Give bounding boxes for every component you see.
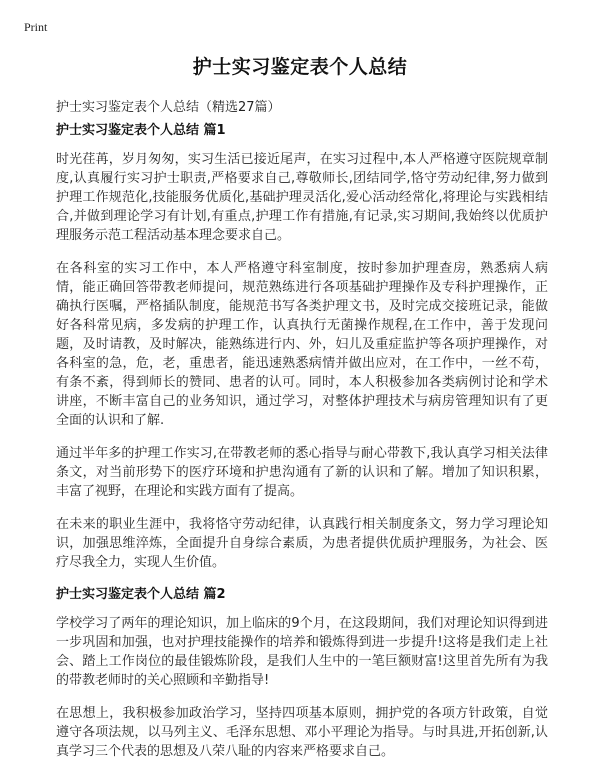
document-body (56, 122, 548, 775)
paragraph: 在各科室的实习工作中，本人严格遵守科室制度，按时参加护理查房，熟悉病人病情，能正确回答带教老师提问，规范熟练进行各项基础护理操作及专科护理操作，正确执行医嘱，严格插队制度，能规范书写各类护理文书，及时完成交接班记录，能做好各科常见病，多发病的护理工作，认真执行无菌操作规程,在工作中，善于发现问题，及时请教，及时解决，能熟练进行内、外，妇儿及重症监护等各项护理操作，对各科室的急，危，老，重患者，能迅速熟悉病情并做出应对，在工作中，一丝不苟，有条不紊，得到师长的赞同、患者的认可。同时，本人积极参加各类病例讨论和学术讲座，不断丰富自己的业务知识，通过学习，对整体护理技术与病房管理知识有了更全面的认识和了解. (56, 261, 548, 428)
section-1 (56, 122, 548, 572)
page-title: 护士实习鉴定表个人总结 (192, 56, 408, 78)
section-heading: 护士实习鉴定表个人总结 篇1 (56, 123, 226, 138)
paragraph: 在思想上，我积极参加政治学习，坚持四项基本原则，拥护党的各项方针政策，自觉遵守各项法规，以马列主义、毛泽东思想、邓小平理论为指导。与时具进,开拓创新,认真学习三个代表的思想及八荣八耻的内容来严格要求自己。 (56, 706, 548, 759)
document-subtitle: 护士实习鉴定表个人总结（精选27篇） (56, 100, 281, 115)
section-2 (56, 586, 548, 761)
paragraph: 学校学习了两年的理论知识，加上临床的9个月，在这段期间，我们对理论知识得到进一步巩固和加强，也对护理技能操作的培养和锻炼得到进一步提升!这将是我们走上社会、踏上工作岗位的最佳锻炼阶段，是我们人生中的一笔巨额财富!这里首先所有为我的带教老师时的关心照顾和辛勤指导! (56, 616, 548, 688)
print-link[interactable]: Print (24, 20, 48, 34)
paragraph: 时光荏苒，岁月匆匆，实习生活已接近尾声，在实习过程中,本人严格遵守医院规章制度,认真履行实习护士职责,严格要求自己,尊敬师长,团结同学,恪守劳动纪律,努力做到护理工作规范化,技能服务优质化,基础护理灵活化,爱心活动经常化,将理论与实践相结合,并做到理论学习有计划,有重点,护理工作有措施,有记录,实习期间,我始终以优质护理服务示范工程活动基本理念要求自己。 (56, 152, 548, 243)
section-heading: 护士实习鉴定表个人总结 篇2 (56, 587, 226, 602)
paragraph: 在未来的职业生涯中，我将恪守劳动纪律，认真践行相关制度条文，努力学习理论知识，加强思维淬炼，全面提升自身综合素质，为患者提供优质护理服务，为社会、医疗尽我全力，实现人生价值。 (56, 517, 548, 570)
paragraph: 通过半年多的护理工作实习,在带教老师的悉心指导与耐心带教下,我认真学习相关法律条文，对当前形势下的医疗环境和护患沟通有了新的认识和了解。增加了知识积累，丰富了视野，在理论和实践方面有了提高。 (56, 446, 548, 499)
